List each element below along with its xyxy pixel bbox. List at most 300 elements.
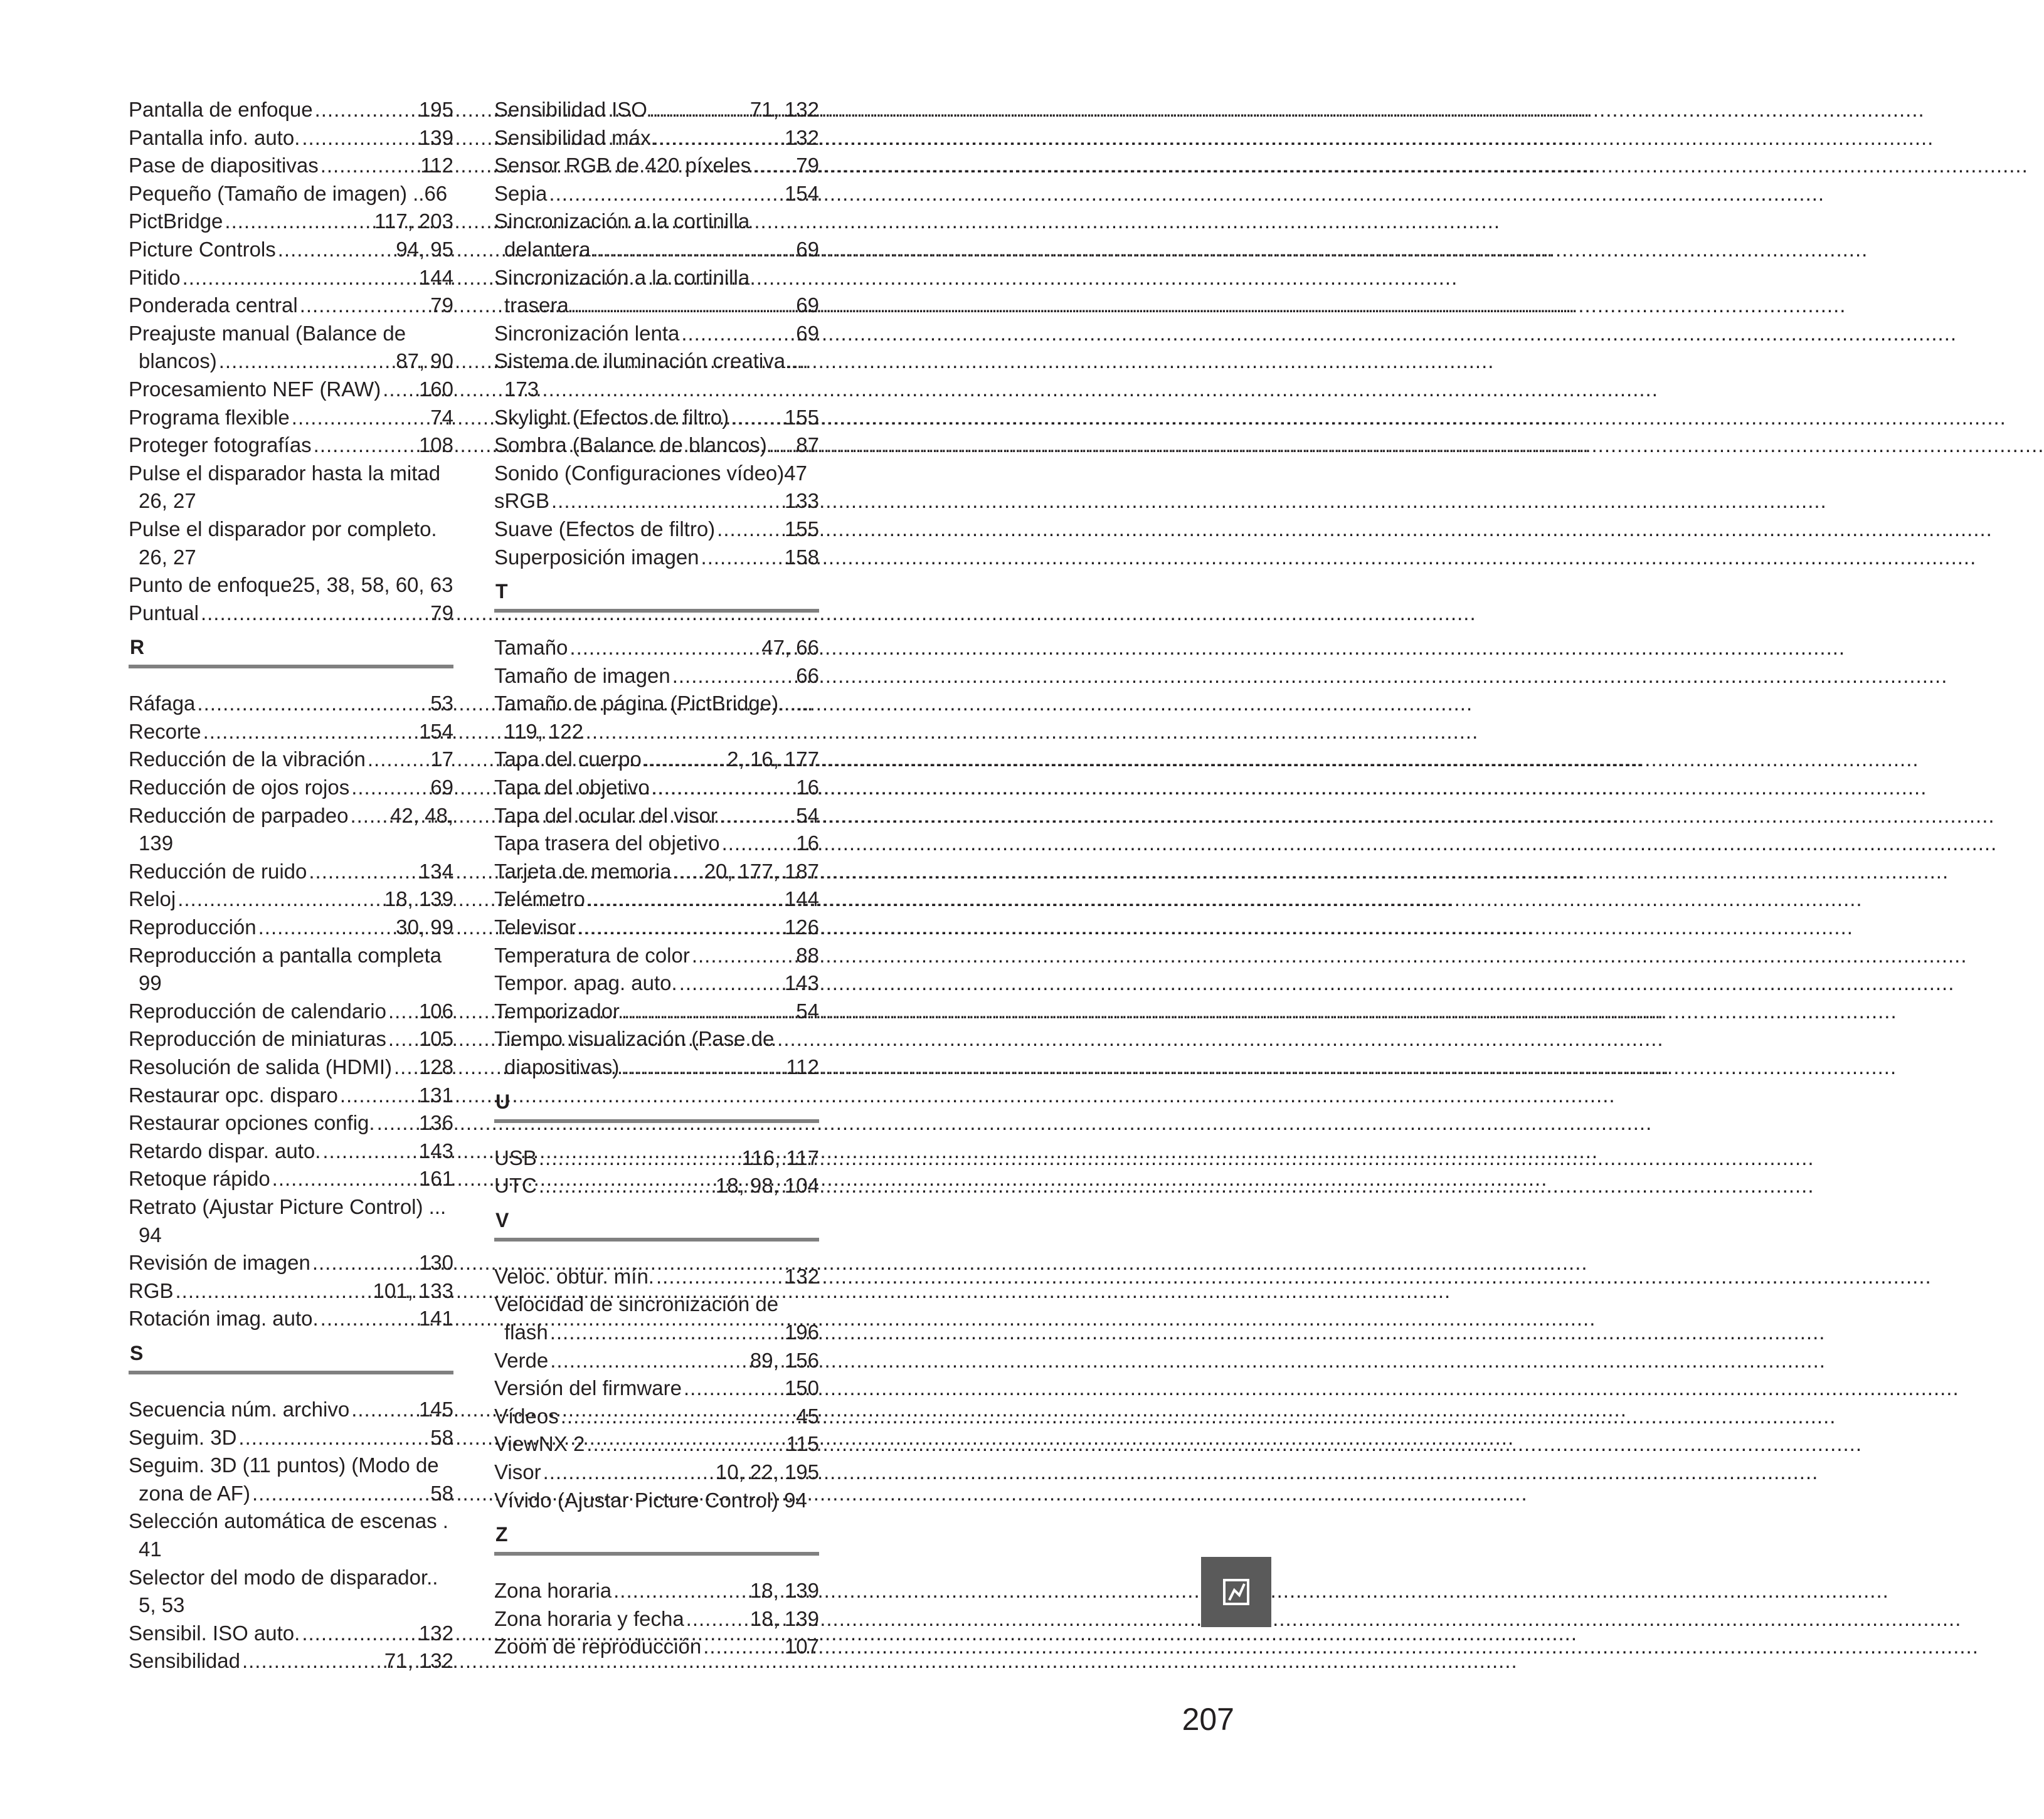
index-entry-rgb[interactable] <box>129 1277 453 1305</box>
index-entry-pequeno-tamano-de-imagen-66[interactable] <box>129 180 453 208</box>
index-entry-term: Revisión de imagen <box>129 1251 310 1275</box>
index-entry-pages: 105 <box>418 1027 453 1051</box>
index-entry-pages: 154 <box>418 719 453 743</box>
index-entry-pages: 112 <box>420 154 453 177</box>
dot-leader <box>203 718 417 746</box>
dot-leader <box>258 914 395 942</box>
index-entry-continuation <box>494 236 819 264</box>
dot-leader <box>219 347 395 376</box>
index-entry-continuation <box>129 544 453 572</box>
index-entry-pages: 18, 139 <box>749 1606 819 1630</box>
index-entry-term: UTC <box>494 1174 537 1198</box>
index-entry-continuation <box>494 1319 819 1347</box>
dot-leader <box>309 858 417 886</box>
index-entry-term: Proteger fotografías <box>129 433 312 457</box>
index-entry-pantalla-de-enfoque[interactable] <box>129 96 453 124</box>
index-entry-term: Sensibilidad máx. <box>494 125 657 149</box>
index-entry-term: Skylight (Efectos de filtro) <box>494 405 729 429</box>
index-entry-pages: 10, 22, 195 <box>715 1460 819 1484</box>
index-entry-term: Velocidad de sincronización de <box>494 1292 779 1316</box>
index-entry-term: Seguim. 3D <box>129 1425 237 1449</box>
index-entry-term: Retoque rápido <box>129 1167 270 1191</box>
index-entry-pages: 132 <box>418 1621 453 1645</box>
index-entry-term: Tapa trasera del objetivo <box>494 831 720 855</box>
index-entry-pages: 115 <box>786 1432 819 1456</box>
index-entry-sombra-balance-de-blancos[interactable] <box>494 431 819 460</box>
index-entry-preajuste-manual-balance-de[interactable] <box>129 320 453 376</box>
dot-leader <box>578 914 783 942</box>
dot-leader <box>183 264 417 292</box>
index-entry-term: Pulse el disparador hasta la mitad <box>129 461 441 485</box>
index-entry-sensibilidad-iso[interactable] <box>494 96 819 124</box>
index-entry-pages: 160 <box>418 377 453 401</box>
index-entry-pages: 18, 139 <box>749 1579 819 1603</box>
index-entry-tapa-del-ocular-del-visor[interactable] <box>494 802 819 830</box>
index-letter-heading-t: T <box>495 580 508 603</box>
index-entry-reduccion-de-ojos-rojos[interactable] <box>129 774 453 802</box>
index-entry-pages: 101, 133 <box>373 1279 453 1302</box>
index-entry-velocidad-de-sincronizacion-de[interactable] <box>494 1290 819 1346</box>
dot-leader <box>539 1144 740 1173</box>
index-entry-punto-de-enfoque25-38-58-60-63[interactable] <box>129 571 453 599</box>
index-entry-pages: 154 <box>784 181 819 205</box>
index-entry-term: Tamaño de imagen <box>494 663 670 687</box>
index-letter-heading-u: U <box>495 1090 511 1113</box>
dot-leader <box>679 969 783 998</box>
dot-leader <box>719 802 794 830</box>
index-entry-term: RGB <box>129 1279 174 1302</box>
index-entry-version-del-firmware[interactable] <box>494 1374 819 1403</box>
index-entry-tiempo-visualizacion-pase-de[interactable] <box>494 1025 819 1081</box>
index-entry-term: Picture Controls <box>129 237 276 261</box>
index-entry-term: Reproducción <box>129 915 257 939</box>
index-entry-pages: 42, 48, <box>390 803 453 827</box>
index-entry-term: Selección automática de escenas . <box>129 1509 448 1533</box>
dot-leader <box>722 830 795 858</box>
dot-leader <box>368 746 428 774</box>
dot-leader <box>656 1263 783 1291</box>
index-entry-pages: 71, 132 <box>749 98 819 121</box>
index-entry-pages: 155 <box>784 517 819 540</box>
dot-leader <box>272 1165 417 1193</box>
dot-leader <box>681 320 794 348</box>
index-entry-sepia[interactable] <box>494 180 819 208</box>
index-entry-pages: 144 <box>784 887 819 911</box>
index-entry-term: Vívido (Ajustar Picture Control) 94 <box>494 1488 807 1512</box>
index-entry-srgb[interactable] <box>494 487 819 515</box>
index-entry-zona-horaria[interactable] <box>494 1577 819 1605</box>
dot-leader <box>225 208 373 236</box>
index-entry-term: Pantalla info. auto. <box>129 125 300 149</box>
index-entry-suave-efectos-de-filtro[interactable] <box>494 515 819 544</box>
index-entry-pictbridge[interactable] <box>129 208 453 236</box>
dot-leader <box>569 634 760 662</box>
index-entry-term: Reducción de la vibración <box>129 747 366 771</box>
index-entry-term: Preajuste manual (Balance de <box>129 321 406 345</box>
dot-leader <box>177 885 383 914</box>
index-entry-seleccion-automatica-de-escenas[interactable] <box>129 1507 453 1563</box>
index-entry-pages: 112 <box>786 1055 819 1078</box>
index-entry-secuencia-num-archivo[interactable] <box>129 1396 453 1424</box>
index-entry-revision-de-imagen[interactable] <box>129 1249 453 1277</box>
index-letter-heading-v: V <box>495 1208 509 1231</box>
index-entry-pages: 94, 95 <box>396 237 453 261</box>
index-entry-telemetro[interactable] <box>494 885 819 914</box>
index-entry-term: Retardo dispar. auto. <box>129 1139 321 1163</box>
index-entry-term: Suave (Efectos de filtro) <box>494 517 716 540</box>
index-entry-term: Sensor RGB de 420 píxeles <box>494 154 751 177</box>
index-entry-pages: 54 <box>796 999 819 1023</box>
index-entry-programa-flexible[interactable] <box>129 404 453 432</box>
dot-leader <box>302 1620 417 1648</box>
index-entry-term-cont: diapositivas) <box>504 1055 620 1078</box>
dot-leader <box>593 236 795 264</box>
dot-leader <box>320 1305 417 1333</box>
index-entry-pages: 79 <box>430 601 453 625</box>
dot-leader <box>350 802 388 830</box>
index-entry-pages: 161 <box>418 1167 453 1191</box>
index-entry-pages: 107 <box>784 1635 819 1658</box>
index-entry-vivido-ajustar-picture-control-94[interactable] <box>494 1487 819 1515</box>
dot-leader <box>292 404 429 432</box>
index-entry-pages: 130 <box>418 1251 453 1275</box>
index-entry-pages: 18, 139 <box>384 887 453 911</box>
dot-leader <box>550 1347 748 1375</box>
page-number: 207 <box>1182 1702 1234 1737</box>
index-entry-term: Pequeño (Tamaño de imagen) ..66 <box>129 181 448 205</box>
index-entry-temperatura-de-color[interactable] <box>494 942 819 970</box>
dot-leader <box>587 885 783 914</box>
index-entry-procesamiento-nef-raw[interactable] <box>129 376 453 404</box>
index-entry-superposicion-imagen[interactable] <box>494 544 819 572</box>
index-entry-pages: 69 <box>430 776 453 799</box>
index-entry-reloj[interactable] <box>129 885 453 914</box>
index-entry-retoque-rapido[interactable] <box>129 1165 453 1193</box>
index-entry-pages: 139 <box>139 831 174 855</box>
dot-leader <box>621 1053 784 1082</box>
index-entry-continuation <box>129 347 453 376</box>
index-entry-selector-del-modo-de-disparador[interactable] <box>129 1564 453 1620</box>
index-entry-reproduccion-a-pantalla-completa[interactable] <box>129 942 453 998</box>
index-entry-pages: 79 <box>430 293 453 317</box>
dot-leader <box>394 1053 417 1082</box>
dot-leader <box>197 690 428 718</box>
index-entry-pages: 69 <box>796 293 819 317</box>
index-entry-term: Selector del modo de disparador.. <box>129 1565 438 1589</box>
index-entry-term: Restaurar opc. disparo <box>129 1083 338 1107</box>
index-entry-pages: 47, 66 <box>761 636 819 660</box>
index-entry-rafaga[interactable] <box>129 690 453 718</box>
dot-leader <box>701 544 783 572</box>
index-entry-term: Visor <box>494 1460 541 1484</box>
dot-leader <box>622 998 794 1026</box>
index-entry-sonido-configuraciones-video-47[interactable] <box>494 460 819 488</box>
index-entry-term: Zona horaria <box>494 1579 612 1603</box>
index-entry-pages: 128 <box>418 1055 453 1078</box>
index-entry-pages: 143 <box>418 1139 453 1163</box>
index-letter-heading-r: R <box>130 636 145 659</box>
index-entry-retrato-ajustar-picture-control[interactable] <box>129 1193 453 1249</box>
index-entry-pages: 139 <box>418 125 453 149</box>
index-entry-term: Sincronización a la cortinilla <box>494 209 750 233</box>
index-entry-pages: 16 <box>796 776 819 799</box>
index-entry-pages: 150 <box>784 1376 819 1400</box>
index-entry-term: Verde <box>494 1348 549 1372</box>
index-entry-term: Tapa del cuerpo <box>494 747 642 771</box>
index-entry-pages: 108 <box>418 433 453 457</box>
index-entry-continuation <box>129 1480 453 1508</box>
index-entry-pages: 173 <box>504 377 539 401</box>
index-entry-pages: 132 <box>784 125 819 149</box>
dot-leader <box>322 1137 417 1166</box>
index-entry-pages: 66 <box>796 663 819 687</box>
index-entry-pages: 155 <box>784 405 819 429</box>
index-entry-continuation <box>129 1536 453 1564</box>
index-entry-pages: 18, 98, 104 <box>715 1174 819 1198</box>
index-entry-term: Pitido <box>129 265 181 289</box>
index-entry-tapa-trasera-del-objetivo[interactable] <box>494 830 819 858</box>
index-entry-utc[interactable] <box>494 1172 819 1200</box>
dot-leader <box>703 1633 783 1661</box>
index-entry-term: Sincronización lenta <box>494 321 680 345</box>
index-entry-term: Reproducción a pantalla completa <box>129 943 442 967</box>
index-entry-pages: 136 <box>418 1111 453 1135</box>
index-entry-term: USB <box>494 1146 537 1169</box>
index-entry-term: Telémetro <box>494 887 585 911</box>
index-entry-pulse-el-disparador-por-completo[interactable] <box>129 515 453 571</box>
dot-leader <box>315 96 417 124</box>
index-entry-tapa-del-objetivo[interactable] <box>494 774 819 802</box>
dot-leader <box>543 1458 714 1487</box>
index-entry-pages: 26, 27 <box>139 489 196 513</box>
dot-leader <box>388 1025 417 1053</box>
dot-leader <box>300 292 429 320</box>
dot-leader <box>252 1480 428 1508</box>
dot-leader <box>717 515 783 544</box>
index-entry-pantalla-info-auto[interactable] <box>129 124 453 152</box>
index-entry-term: Resolución de salida (HDMI) <box>129 1055 392 1078</box>
index-entry-pages: 99 <box>139 971 162 995</box>
index-tab-icon <box>1221 1576 1252 1608</box>
index-entry-reduccion-de-parpadeo[interactable] <box>129 802 453 858</box>
index-entry-usb[interactable] <box>494 1144 819 1173</box>
index-entry-pages: 5, 53 <box>139 1593 185 1617</box>
index-entry-tempor-apag-auto[interactable] <box>494 969 819 998</box>
index-entry-term: Sensibilidad ISO <box>494 98 647 121</box>
index-entry-pages: 143 <box>784 971 819 995</box>
index-entry-pages: 195 <box>418 98 453 121</box>
index-entry-pages: 58 <box>430 1481 453 1505</box>
index-entry-restaurar-opciones-config[interactable] <box>129 1109 453 1137</box>
index-entry-sensibilidad-max[interactable] <box>494 124 819 152</box>
dot-leader <box>278 236 394 264</box>
index-entry-term: Ponderada central <box>129 293 298 317</box>
index-entry-restaurar-opc-disparo[interactable] <box>129 1082 453 1110</box>
dot-leader <box>551 487 783 515</box>
dot-leader <box>549 180 783 208</box>
index-entry-zoom-de-reproduccion[interactable] <box>494 1633 819 1661</box>
index-entry-sensibil-iso-auto[interactable] <box>129 1620 453 1648</box>
dot-leader <box>561 1403 795 1431</box>
index-entry-term: Vídeos <box>494 1404 559 1428</box>
index-entry-term: Reloj <box>129 887 176 911</box>
index-entry-pages: 144 <box>418 265 453 289</box>
dot-leader <box>684 1374 783 1403</box>
index-entry-reproduccion-de-miniaturas[interactable] <box>129 1025 453 1053</box>
index-entry-pages: 158 <box>784 545 819 569</box>
index-entry-puntual[interactable] <box>129 599 453 628</box>
index-entry-tapa-del-cuerpo[interactable] <box>494 746 819 774</box>
index-letter-rule <box>494 609 819 613</box>
index-entry-pages: 16 <box>796 831 819 855</box>
index-entry-zona-horaria-y-fecha[interactable] <box>494 1605 819 1633</box>
dot-leader <box>314 431 417 460</box>
index-entry-reduccion-de-ruido[interactable] <box>129 858 453 886</box>
index-entry-resolucion-de-salida-hdmi[interactable] <box>129 1053 453 1082</box>
index-entry-tarjeta-de-memoria[interactable] <box>494 858 819 886</box>
index-section-tab[interactable] <box>1201 1557 1271 1627</box>
dot-leader <box>659 124 783 152</box>
index-entry-videos[interactable] <box>494 1403 819 1431</box>
index-letter-heading-z: Z <box>495 1523 508 1546</box>
index-entry-televisor[interactable] <box>494 914 819 942</box>
index-entry-pages: 17 <box>430 747 453 771</box>
dot-leader <box>312 1249 417 1277</box>
dot-leader <box>201 599 428 628</box>
index-entry-term: Tarjeta de memoria <box>494 859 672 883</box>
index-entry-pages: 126 <box>784 915 819 939</box>
index-entry-pages: 53 <box>430 692 453 715</box>
dot-leader <box>731 404 783 432</box>
index-letter-rule <box>494 1238 819 1242</box>
index-entry-pages: 20, 177, 187 <box>704 859 819 883</box>
index-entry-picture-controls[interactable] <box>129 236 453 264</box>
index-entry-pages: 88 <box>796 943 819 967</box>
dot-leader <box>613 1577 748 1605</box>
index-entry-veloc-obtur-min[interactable] <box>494 1263 819 1291</box>
index-entry-tamano-de-pagina-pictbridge[interactable] <box>494 690 819 746</box>
index-entry-term: Pase de diapositivas <box>129 154 319 177</box>
index-entry-pages: 41 <box>139 1537 162 1561</box>
index-entry-term: Temperatura de color <box>494 943 690 967</box>
index-entry-term: Reproducción de miniaturas <box>129 1027 386 1051</box>
index-entry-continuation <box>129 1221 453 1250</box>
index-entry-sensibilidad[interactable] <box>129 1647 453 1675</box>
index-entry-ponderada-central[interactable] <box>129 292 453 320</box>
index-entry-rotacion-imag-auto[interactable] <box>129 1305 453 1333</box>
index-entry-sistema-de-iluminacion-creativa[interactable] <box>494 347 819 403</box>
index-letter-heading-s: S <box>130 1341 144 1364</box>
index-entry-visor[interactable] <box>494 1458 819 1487</box>
index-entry-viewnx-2[interactable] <box>494 1430 819 1458</box>
index-entry-term: Sonido (Configuraciones vídeo)47 <box>494 461 807 485</box>
index-entry-retardo-dispar-auto[interactable] <box>129 1137 453 1166</box>
index-entry-term: Sensibilidad <box>129 1649 240 1673</box>
index-entry-tamano-de-imagen[interactable] <box>494 662 819 690</box>
dot-leader <box>692 942 794 970</box>
index-entry-pages: 133 <box>784 489 819 513</box>
index-entry-pitido[interactable] <box>129 264 453 292</box>
dot-leader <box>643 746 725 774</box>
index-entry-reproduccion-de-calendario[interactable] <box>129 998 453 1026</box>
index-entry-term: Reducción de parpadeo <box>129 803 349 827</box>
index-entry-pages: 58 <box>430 1425 453 1449</box>
index-entry-term: Secuencia núm. archivo <box>129 1397 350 1421</box>
index-entry-reduccion-de-la-vibracion[interactable] <box>129 746 453 774</box>
dot-leader <box>652 774 795 802</box>
index-entry-seguim-3d-11-puntos-modo-de[interactable] <box>129 1452 453 1507</box>
index-letter-rule <box>494 1119 819 1123</box>
index-entry-term: Tempor. apag. auto. <box>494 971 677 995</box>
index-entry-term: PictBridge <box>129 209 223 233</box>
index-entry-pages: 116, 117 <box>741 1146 819 1169</box>
index-entry-seguim-3d[interactable] <box>129 1424 453 1452</box>
dot-leader <box>176 1277 371 1305</box>
dot-leader <box>586 1430 784 1458</box>
index-entry-term: Zona horaria y fecha <box>494 1606 684 1630</box>
dot-leader <box>539 1172 714 1200</box>
index-entry-term: Restaurar opciones config. <box>129 1111 375 1135</box>
index-entry-term: Temporizador <box>494 999 620 1023</box>
index-entry-proteger-fotografias[interactable] <box>129 431 453 460</box>
index-entry-term: sRGB <box>494 489 550 513</box>
index-entry-term: Punto de enfoque25, 38, 58, 60, 63 <box>129 573 453 597</box>
index-entry-term: Pulse el disparador por completo. <box>129 517 437 540</box>
index-entry-pages: 69 <box>796 237 819 261</box>
index-entry-continuation <box>494 292 819 320</box>
index-entry-term: Tapa del objetivo <box>494 776 650 799</box>
index-entry-term: Ráfaga <box>129 692 196 715</box>
index-entry-term: Veloc. obtur. mín. <box>494 1264 654 1288</box>
index-entry-term: Zoom de reproducción <box>494 1635 702 1658</box>
index-entry-temporizador[interactable] <box>494 998 819 1026</box>
index-letter-rule <box>129 1371 453 1374</box>
dot-leader <box>351 774 428 802</box>
index-entry-pages: 87 <box>796 433 819 457</box>
index-entry-term: Sombra (Balance de blancos) <box>494 433 767 457</box>
index-entry-pages: 30, 99 <box>396 915 453 939</box>
index-entry-verde[interactable] <box>494 1347 819 1375</box>
index-entry-pages: 94 <box>139 1223 162 1247</box>
index-entry-continuation <box>129 969 453 998</box>
dot-leader <box>302 124 417 152</box>
dot-leader <box>673 858 702 886</box>
index-entry-sensor-rgb-de-420-pixeles[interactable] <box>494 152 819 180</box>
index-entry-pages: 117, 203 <box>374 209 453 233</box>
index-entry-sincronizacion-lenta[interactable] <box>494 320 819 348</box>
index-entry-reproduccion[interactable] <box>129 914 453 942</box>
index-entry-term: Procesamiento NEF (RAW) <box>129 377 381 401</box>
index-entry-pase-de-diapositivas[interactable] <box>129 152 453 180</box>
index-column-left <box>129 96 453 1675</box>
index-entry-pages: 26, 27 <box>139 545 196 569</box>
index-entry-term: Recorte <box>129 719 201 743</box>
index-entry-term: Rotación imag. auto. <box>129 1307 319 1331</box>
index-entry-sincronizacion-a-la-cortinilla[interactable] <box>494 208 819 263</box>
index-entry-term: Sepia <box>494 181 548 205</box>
index-entry-continuation <box>129 487 453 515</box>
index-entry-skylight-efectos-de-filtro[interactable] <box>494 404 819 432</box>
index-entry-sincronizacion-a-la-cortinilla[interactable] <box>494 264 819 320</box>
index-entry-pulse-el-disparador-hasta-la-mitad[interactable] <box>129 460 453 515</box>
index-entry-recorte[interactable] <box>129 718 453 746</box>
index-column-right <box>494 96 819 1661</box>
dot-leader <box>383 376 417 404</box>
index-entry-pages: 71, 132 <box>384 1649 453 1673</box>
index-entry-pages: 74 <box>430 405 453 429</box>
index-entry-tamano[interactable] <box>494 634 819 662</box>
index-entry-term: Reducción de ojos rojos <box>129 776 350 799</box>
